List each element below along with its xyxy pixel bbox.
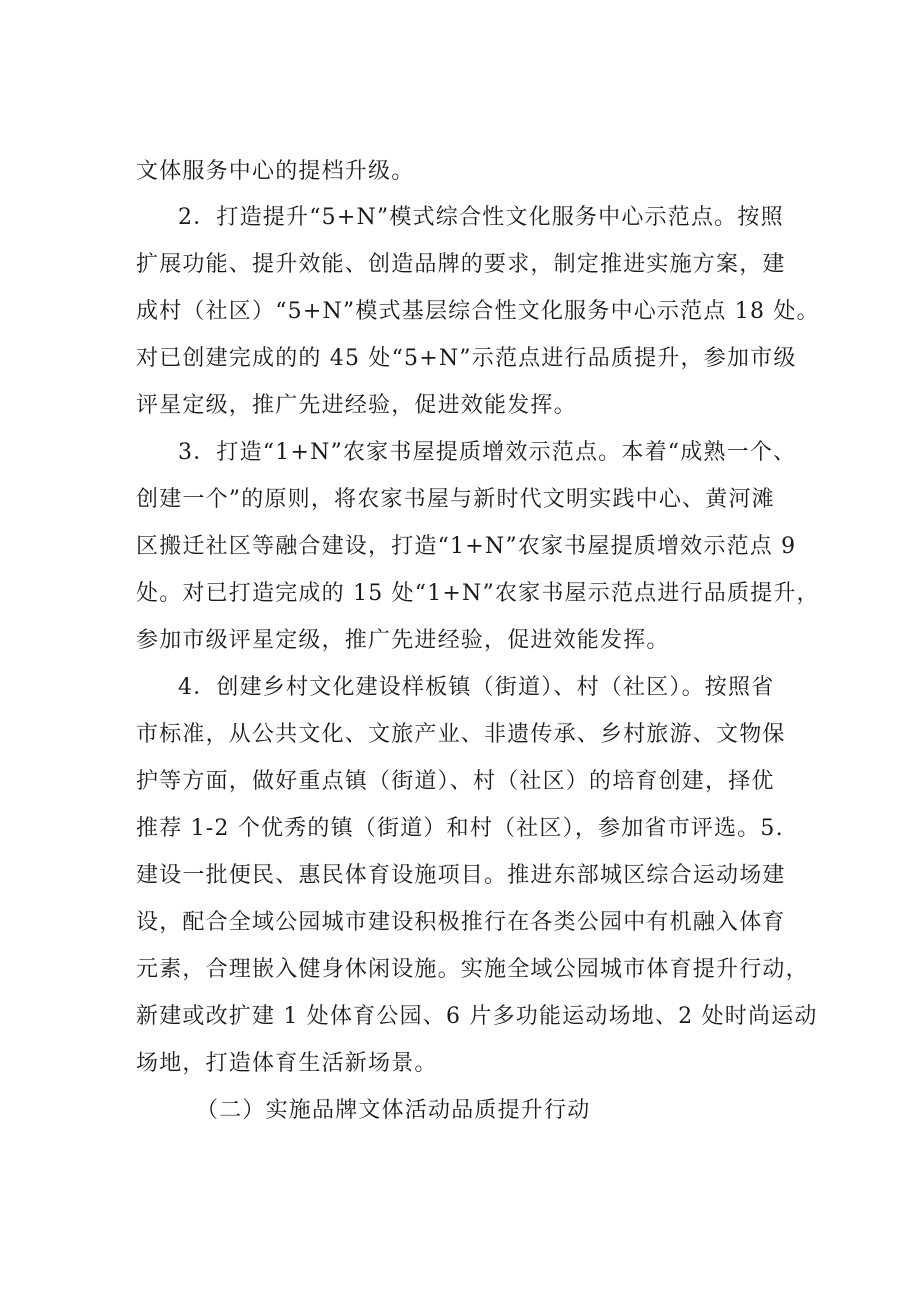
paragraph-line: 处。对已打造完成的 15 处“1+N”农家书屋示范点进行品质提升， [136, 581, 820, 606]
paragraph-line: 区搬迁社区等融合建设，打造“1+N”农家书屋提质增效示范点 9 [136, 534, 797, 559]
paragraph-line: 建设一批便民、惠民体育设施项目。推进东部城区综合运动场建 [136, 863, 786, 888]
paragraph-line: 元素，合理嵌入健身休闲设施。实施全域公园城市体育提升行动， [136, 957, 809, 982]
paragraph-line: 对已创建完成的的 45 处“5+N”示范点进行品质提升，参加市级 [136, 346, 797, 371]
paragraph-line: 场地，打造体育生活新场景。 [136, 1051, 438, 1076]
paragraph-line: 成村（社区）“5+N”模式基层综合性文化服务中心示范点 18 处。 [136, 299, 820, 324]
section-heading: （二）实施品牌文体活动品质提升行动 [196, 1098, 591, 1123]
paragraph-line: 参加市级评星定级，推广先进经验，促进效能发挥。 [136, 628, 670, 653]
paragraph-line: 扩展功能、提升效能、创造品牌的要求，制定推进实施方案，建 [136, 252, 786, 277]
paragraph-line: 3．打造“1+N”农家书屋提质增效示范点。本着“成熟一个、 [178, 440, 797, 465]
paragraph-line: 市标准，从公共文化、文旅产业、非遗传承、乡村旅游、文物保 [136, 722, 786, 747]
paragraph-line: 创建一个”的原则，将农家书屋与新时代文明实践中心、黄河滩 [136, 487, 775, 512]
paragraph-line: 护等方面，做好重点镇（街道）、村（社区）的培育创建，择优 [136, 769, 775, 794]
paragraph-line: 4．创建乡村文化建设样板镇（街道）、村（社区）。按照省 [178, 675, 775, 700]
paragraph-line: 设，配合全域公园城市建设积极推行在各类公园中有机融入体育 [136, 910, 786, 935]
paragraph-line: 文体服务中心的提档升级。 [136, 159, 415, 184]
paragraph-line: 评星定级，推广先进经验，促进效能发挥。 [136, 393, 577, 418]
paragraph-line: 推荐 1-2 个优秀的镇（街道）和村（社区），参加省市评选。5. [136, 816, 784, 841]
paragraph-line: 新建或改扩建 1 处体育公园、6 片多功能运动场地、2 处时尚运动 [136, 1004, 818, 1029]
paragraph-line: 2．打造提升“5+N”模式综合性文化服务中心示范点。按照 [178, 205, 784, 230]
